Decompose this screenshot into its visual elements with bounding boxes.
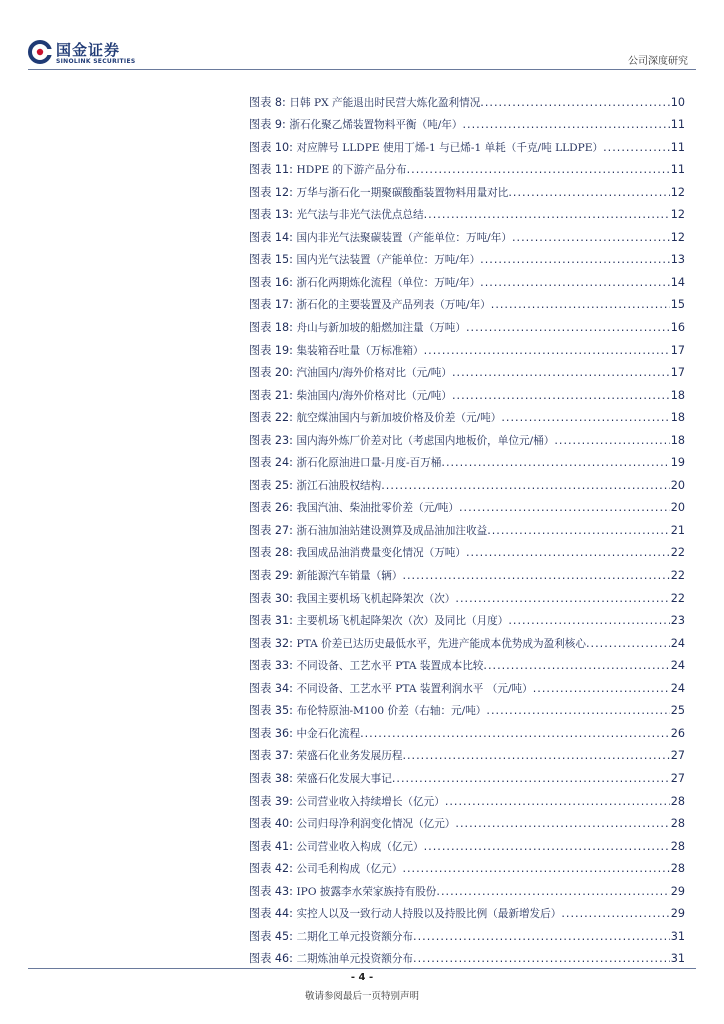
- toc-entry-page: 14: [670, 275, 685, 289]
- toc-entry[interactable]: [249, 177, 685, 200]
- toc-entry[interactable]: [249, 831, 685, 854]
- logo-english-name: SINOLINK SECURITIES: [56, 58, 136, 65]
- toc-dot-leader: [402, 862, 669, 876]
- toc-entry-label: 图表 18:: [249, 321, 293, 335]
- toc-entry-title: 二期炼油单元投资额分布: [296, 953, 414, 966]
- toc-entry-label: 图表 28:: [249, 546, 293, 560]
- toc-entry-page: 28: [670, 794, 685, 808]
- toc-entry[interactable]: [249, 335, 685, 358]
- toc-entry-page: 17: [670, 366, 685, 380]
- toc-dot-leader: [452, 366, 670, 380]
- toc-entry-label: 图表 31:: [249, 614, 293, 628]
- toc-dot-leader: [436, 885, 669, 899]
- toc-dot-leader: [441, 456, 669, 470]
- toc-entry-title: 实控人以及一致行动人持股以及持股比例（最新增发后）: [296, 908, 562, 921]
- toc-entry-label: 图表 13:: [249, 208, 293, 222]
- toc-entry-title: 汽油国内/海外价格对比（元/吨）: [296, 367, 452, 380]
- toc-entry-page: 12: [670, 185, 685, 199]
- toc-dot-leader: [445, 795, 670, 809]
- toc-dot-leader: [512, 231, 670, 245]
- toc-entry-page: 21: [670, 523, 685, 537]
- toc-dot-leader: [501, 411, 669, 425]
- toc-entry-title: 集装箱吞吐量（万标准箱）: [296, 344, 424, 357]
- toc-entry-title: HDPE 的下游产品分布: [296, 164, 407, 177]
- toc-dot-leader: [381, 479, 670, 493]
- toc-entry-title: 我国成品油消费量变化情况（万吨）: [296, 547, 466, 560]
- toc-entry-title: 不同设备、工艺水平 PTA 装置利润水平 （元/吨）: [296, 682, 533, 695]
- toc-entry[interactable]: [249, 515, 685, 538]
- toc-entry[interactable]: [249, 493, 685, 516]
- toc-entry-label: 图表 11:: [249, 163, 293, 177]
- toc-entry-page: 31: [670, 952, 685, 966]
- toc-entry-page: 18: [670, 433, 685, 447]
- toc-entry-label: 图表 27:: [249, 523, 293, 537]
- toc-dot-leader: [402, 749, 669, 763]
- toc-entry-title: 公司毛利构成（亿元）: [296, 863, 403, 876]
- toc-entry[interactable]: [249, 110, 685, 133]
- toc-entry-title: 荣盛石化业务发展历程: [296, 750, 403, 763]
- toc-entry-page: 27: [670, 771, 685, 785]
- toc-entry-label: 图表 16:: [249, 275, 293, 289]
- toc-dot-leader: [533, 682, 670, 696]
- toc-entry[interactable]: [249, 876, 685, 899]
- toc-entry-page: 28: [670, 817, 685, 831]
- toc-entry[interactable]: [249, 87, 685, 110]
- toc-entry-page: 20: [670, 478, 685, 492]
- toc-entry-label: 图表 43:: [249, 884, 293, 898]
- toc-entry[interactable]: [249, 921, 685, 944]
- toc-dot-leader: [480, 253, 670, 267]
- toc-entry-label: 图表 21:: [249, 388, 293, 402]
- toc-entry[interactable]: [249, 944, 685, 967]
- toc-entry[interactable]: [249, 786, 685, 809]
- toc-dot-leader: [491, 298, 670, 312]
- toc-dot-leader: [561, 907, 669, 921]
- toc-entry-label: 图表 38:: [249, 771, 293, 785]
- toc-entry-label: 图表 35:: [249, 704, 293, 718]
- toc-dot-leader: [413, 952, 670, 966]
- toc-dot-leader: [424, 840, 670, 854]
- toc-entry-page: 23: [670, 614, 685, 628]
- toc-entry[interactable]: [249, 718, 685, 741]
- toc-entry-label: 图表 40:: [249, 817, 293, 831]
- toc-entry-title: 浙石油加油站建设测算及成品油加注收益: [296, 524, 488, 537]
- toc-dot-leader: [424, 344, 670, 358]
- toc-dot-leader: [480, 276, 670, 290]
- toc-entry-label: 图表 34:: [249, 681, 293, 695]
- toc-dot-leader: [459, 501, 670, 515]
- toc-entry-page: 11: [670, 118, 685, 132]
- toc-entry[interactable]: [249, 403, 685, 426]
- toc-dot-leader: [508, 614, 669, 628]
- toc-entry-title: 公司营业收入构成（亿元）: [296, 840, 424, 853]
- toc-entry[interactable]: [249, 222, 685, 245]
- toc-entry-title: 布伦特原油-M100 价差（右轴：元/吨）: [296, 705, 487, 718]
- toc-entry-label: 图表 37:: [249, 749, 293, 763]
- toc-entry[interactable]: [249, 312, 685, 335]
- toc-entry-label: 图表 42:: [249, 862, 293, 876]
- toc-dot-leader: [455, 817, 669, 831]
- toc-entry-title: 我国主要机场飞机起降架次（次）: [296, 592, 456, 605]
- toc-entry-label: 图表 30:: [249, 591, 293, 605]
- toc-entry-label: 图表 9:: [249, 118, 286, 132]
- toc-entry-title: 浙石化两期炼化流程（单位：万吨/年）: [296, 276, 481, 289]
- toc-entry[interactable]: [249, 673, 685, 696]
- toc-dot-leader: [487, 524, 670, 538]
- toc-dot-leader: [554, 434, 669, 448]
- toc-entry[interactable]: [249, 763, 685, 786]
- logo-chinese-name: 国金证券: [56, 41, 121, 59]
- toc-dot-leader: [466, 321, 670, 335]
- toc-entry-label: 图表 32:: [249, 636, 293, 650]
- toc-entry-page: 12: [670, 230, 685, 244]
- toc-entry-label: 图表 39:: [249, 794, 293, 808]
- toc-entry-page: 22: [670, 546, 685, 560]
- toc-dot-leader: [413, 930, 670, 944]
- toc-entry[interactable]: [249, 245, 685, 268]
- toc-entry-title: 我国汽油、柴油批零价差（元/吨）: [296, 502, 459, 515]
- toc-entry-page: 20: [670, 501, 685, 515]
- toc-dot-leader: [603, 141, 670, 155]
- toc-entry-label: 图表 33:: [249, 659, 293, 673]
- header-divider: [28, 69, 696, 70]
- toc-entry-title: 主要机场飞机起降架次（次）及同比（月度）: [296, 615, 509, 628]
- toc-entry-title: 不同设备、工艺水平 PTA 装置成本比较: [296, 660, 484, 673]
- toc-dot-leader: [392, 772, 670, 786]
- toc-entry[interactable]: [249, 809, 685, 832]
- toc-entry-page: 24: [670, 636, 685, 650]
- toc-entry-page: 18: [670, 388, 685, 402]
- toc-entry[interactable]: [249, 470, 685, 493]
- toc-entry-page: 25: [670, 704, 685, 718]
- page-header: [0, 0, 724, 70]
- toc-entry-title: 万华与浙石化一期聚碳酸酯装置物料用量对比: [296, 186, 509, 199]
- toc-dot-leader: [508, 186, 669, 200]
- toc-dot-leader: [455, 592, 669, 606]
- toc-entry-label: 图表 44:: [249, 907, 293, 921]
- toc-entry-title: 浙江石油股权结构: [296, 479, 382, 492]
- figure-list: [249, 87, 685, 966]
- toc-entry-page: 12: [670, 208, 685, 222]
- toc-entry[interactable]: [249, 132, 685, 155]
- toc-entry-title: 浙石化的主要装置及产品列表（万吨/年）: [296, 299, 491, 312]
- toc-entry-page: 17: [670, 343, 685, 357]
- toc-entry-page: 19: [670, 456, 685, 470]
- toc-entry[interactable]: [249, 606, 685, 629]
- toc-entry[interactable]: [249, 583, 685, 606]
- toc-entry[interactable]: [249, 538, 685, 561]
- toc-entry-title: 公司归母净利润变化情况（亿元）: [296, 818, 456, 831]
- toc-entry-label: 图表 26:: [249, 501, 293, 515]
- toc-entry-page: 29: [670, 907, 685, 921]
- toc-entry[interactable]: [249, 854, 685, 877]
- toc-dot-leader: [480, 96, 669, 110]
- toc-entry-label: 图表 12:: [249, 185, 293, 199]
- toc-entry-page: 28: [670, 839, 685, 853]
- toc-entry-label: 图表 17:: [249, 298, 293, 312]
- toc-entry[interactable]: [249, 267, 685, 290]
- toc-entry-title: 新能源汽车销量（辆）: [296, 570, 403, 583]
- toc-entry[interactable]: [249, 696, 685, 719]
- toc-entry-title: 光气法与非光气法优点总结: [296, 209, 424, 222]
- toc-dot-leader: [586, 637, 670, 651]
- toc-entry[interactable]: [249, 628, 685, 651]
- toc-entry-title: 浙石化原油进口量-月度-百万桶: [296, 457, 442, 470]
- toc-entry-title: PTA 价差已达历史最低水平，先进产能成本优势成为盈利核心: [296, 637, 586, 650]
- toc-dot-leader: [424, 208, 670, 222]
- toc-entry-title: 日韩 PX 产能退出时民营大炼化盈利情况: [289, 96, 481, 109]
- toc-entry-page: 16: [670, 321, 685, 335]
- toc-entry[interactable]: [249, 899, 685, 922]
- toc-entry[interactable]: [249, 290, 685, 313]
- toc-dot-leader: [486, 704, 669, 718]
- toc-entry-label: 图表 19:: [249, 343, 293, 357]
- footer-disclaimer: 敬请参阅最后一页特别声明: [304, 991, 419, 1002]
- toc-entry[interactable]: [249, 741, 685, 764]
- toc-entry-title: 中金石化流程: [296, 727, 361, 740]
- toc-entry-title: 公司营业收入持续增长（亿元）: [296, 795, 445, 808]
- toc-entry-page: 26: [670, 726, 685, 740]
- toc-entry-page: 15: [670, 298, 685, 312]
- toc-entry[interactable]: [249, 448, 685, 471]
- toc-entry[interactable]: [249, 380, 685, 403]
- toc-entry-title: 国内海外炼厂价差对比（考虑国内地板价，单位元/桶）: [296, 434, 555, 447]
- toc-dot-leader: [360, 727, 670, 741]
- page-number: - 4 -: [350, 972, 374, 983]
- toc-entry-title: 荣盛石化发展大事记: [296, 772, 392, 785]
- toc-entry-page: 31: [670, 929, 685, 943]
- toc-entry-label: 图表 14:: [249, 230, 293, 244]
- toc-entry-label: 图表 20:: [249, 366, 293, 380]
- toc-entry-label: 图表 15:: [249, 253, 293, 267]
- toc-entry-page: 18: [670, 411, 685, 425]
- toc-entry[interactable]: [249, 651, 685, 674]
- toc-entry-title: IPO 披露李水荣家族持有股份: [296, 885, 437, 898]
- toc-entry-label: 图表 22:: [249, 411, 293, 425]
- toc-dot-leader: [462, 118, 669, 132]
- toc-entry[interactable]: [249, 358, 685, 381]
- toc-entry-label: 图表 41:: [249, 839, 293, 853]
- toc-entry-page: 29: [670, 884, 685, 898]
- toc-entry-label: 图表 10:: [249, 140, 293, 154]
- toc-entry-label: 图表 23:: [249, 433, 293, 447]
- report-type-label: 公司深度研究: [628, 56, 688, 67]
- toc-entry-title: 舟山与新加坡的船燃加注量（万吨）: [296, 322, 466, 335]
- toc-entry-page: 11: [670, 163, 685, 177]
- toc-entry-label: 图表 25:: [249, 478, 293, 492]
- toc-dot-leader: [466, 546, 670, 560]
- toc-entry-title: 国内光气法装置（产能单位：万吨/年）: [296, 254, 481, 267]
- toc-entry-page: 22: [670, 591, 685, 605]
- toc-entry[interactable]: [249, 560, 685, 583]
- toc-entry-label: 图表 29:: [249, 569, 293, 583]
- toc-entry[interactable]: [249, 200, 685, 223]
- toc-entry-label: 图表 8:: [249, 95, 286, 109]
- toc-entry-page: 24: [670, 681, 685, 695]
- toc-entry-page: 27: [670, 749, 685, 763]
- toc-entry-page: 24: [670, 659, 685, 673]
- toc-entry-title: 二期化工单元投资额分布: [296, 930, 414, 943]
- footer-divider: [28, 968, 696, 969]
- toc-entry-page: 13: [670, 253, 685, 267]
- toc-entry-page: 11: [670, 140, 685, 154]
- toc-entry-page: 28: [670, 862, 685, 876]
- toc-entry-page: 10: [670, 95, 685, 109]
- toc-entry-page: 22: [670, 569, 685, 583]
- toc-entry-label: 图表 24:: [249, 456, 293, 470]
- toc-dot-leader: [402, 569, 669, 583]
- toc-entry-title: 航空煤油国内与新加坡价格及价差（元/吨）: [296, 412, 502, 425]
- toc-entry-label: 图表 45:: [249, 929, 293, 943]
- toc-entry[interactable]: [249, 155, 685, 178]
- toc-entry-title: 对应牌号 LLDPE 使用丁烯-1 与已烯-1 单耗（千克/吨 LLDPE）: [296, 141, 604, 154]
- toc-entry[interactable]: [249, 425, 685, 448]
- toc-entry-label: 图表 46:: [249, 952, 293, 966]
- toc-dot-leader: [407, 163, 670, 177]
- toc-entry-title: 国内非光气法聚碳装置（产能单位：万吨/年）: [296, 231, 512, 244]
- toc-entry-title: 柴油国内/海外价格对比（元/吨）: [296, 389, 452, 402]
- sinolink-logo-icon: [28, 40, 52, 64]
- toc-dot-leader: [483, 659, 669, 673]
- toc-entry-title: 浙石化聚乙烯装置物料平衡（吨/年）: [289, 119, 463, 132]
- toc-entry-label: 图表 36:: [249, 726, 293, 740]
- toc-dot-leader: [452, 389, 670, 403]
